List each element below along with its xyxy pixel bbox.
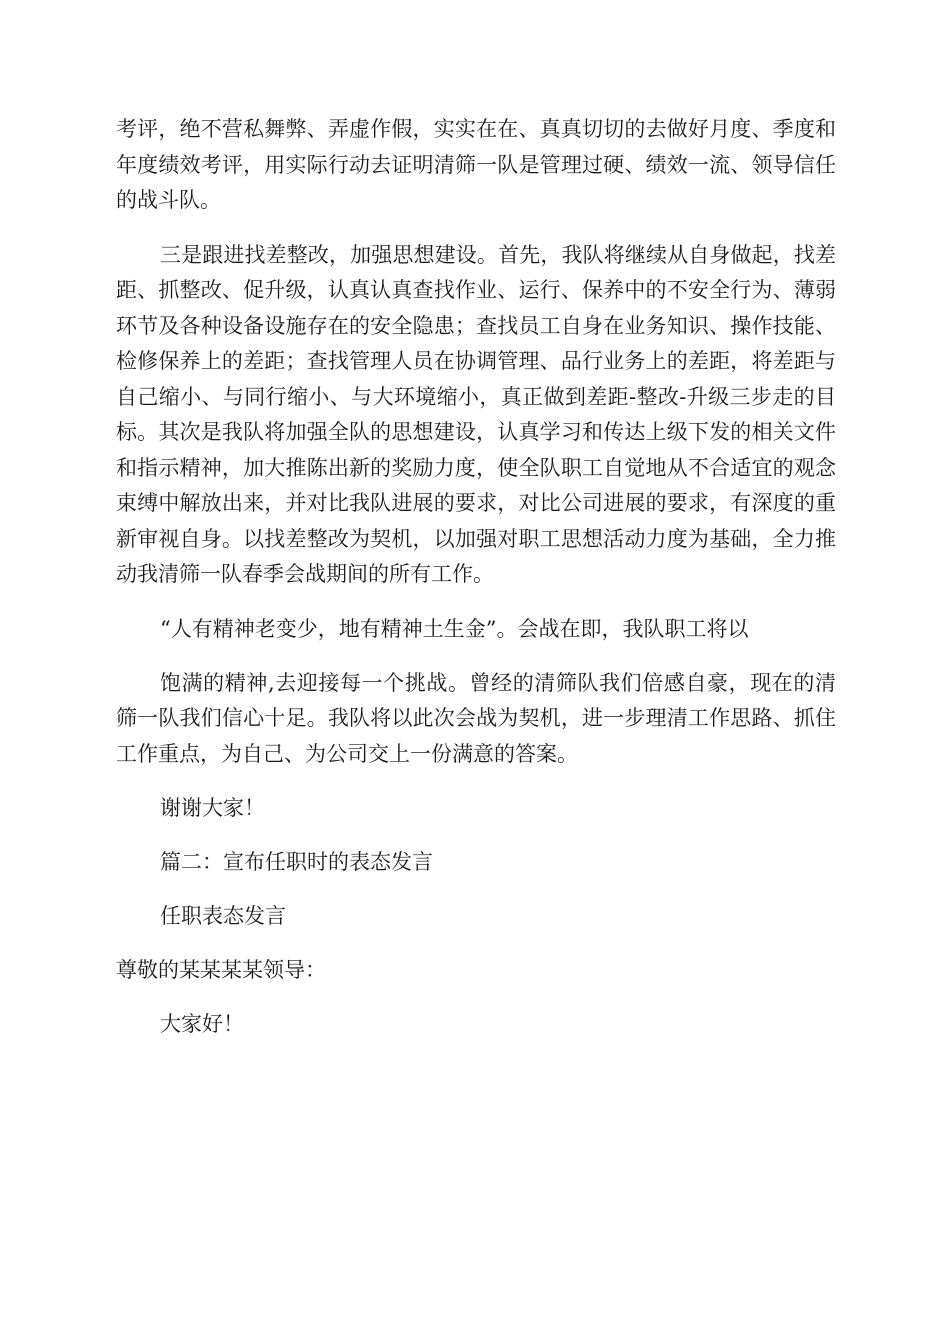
paragraph-quote: “人有精神老变少，地有精神土生金”。会战在即，我队职工将以 [160, 616, 749, 641]
paragraph-appraisal: 考评，绝不营私舞弊、弄虚作假，实实在在、真真切切的去做好月度、季度和年度绩效考评，用实际行动去证明清筛一队是管理过硬、绩效一流、领导信任的战斗队。 [116, 117, 836, 212]
paragraph-thanks: 谢谢大家！ [160, 796, 265, 820]
paragraph-rectification: 三是跟进找差整改，加强思想建设。首先，我队将继续从自身做起，找差距、抓整改、促升级，认真认真查找作业、运行、保养中的不安全行为、薄弱环节及各种设备设施存在的安全隐患；查找员工自身在业务知识、操作技能、检修保养上的差距；查找管理人员在协调管理、品行业务上的差距，将差距与自己缩小、与同行缩小、与大环境缩小，真正做到差距-整改-升级三步走的目标。其次是我队将加强全队的思想建设，认真学习和传达上级下发的相关文件和指示精神，加大推陈出新的奖励力度，使全队职工自觉地从不合适宜的观念束缚中解放出来，并对比我队进展的要求，对比公司进展的要求，有深度的重新审视自身。以找差整改为契机，以加强对职工思想活动力度为基础，全力推动我清筛一队春季会战期间的所有工作。 [116, 242, 836, 586]
greeting: 大家好！ [160, 1012, 244, 1036]
salutation: 尊敬的某某某某领导： [116, 958, 326, 982]
speech-title: 任职表态发言 [160, 904, 286, 928]
document-body [116, 112, 836, 1042]
section-heading: 篇二：宣布任职时的表态发言 [160, 850, 433, 874]
paragraph-spirit: 饱满的精神,去迎接每一个挑战。曾经的清筛队我们倍感自豪，现在的清筛一队我们信心十足。我队将以此次会战为契机，进一步理清工作思路、抓住工作重点，为自己、为公司交上一份满意的答案。 [116, 670, 836, 766]
